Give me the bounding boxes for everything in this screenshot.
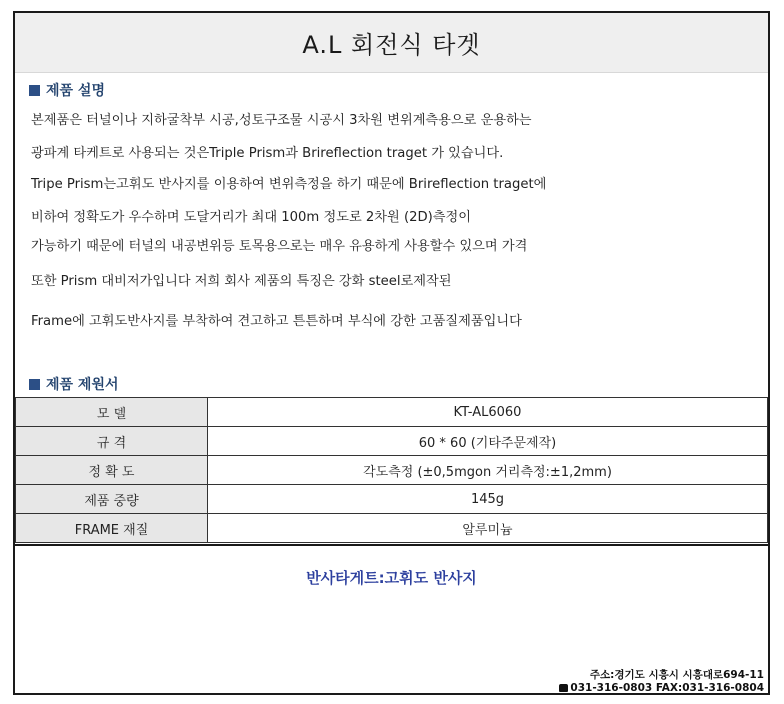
description-line: Frame에 고휘도반사지를 부착하여 견고하고 튼튼하며 부식에 강한 고품질제품입니다 <box>31 314 522 329</box>
specs-heading-text: 제품 제원서 <box>46 377 119 393</box>
table-row <box>16 485 768 514</box>
square-bullet-icon <box>29 85 40 96</box>
spec-label: 모 델 <box>16 398 208 427</box>
footer-address: 주소:경기도 시흥시 시흥대로694-11 <box>589 669 764 681</box>
phone-icon <box>559 684 568 692</box>
specs-heading <box>29 374 119 394</box>
spec-label: 규 격 <box>16 427 208 456</box>
section-divider <box>15 544 768 546</box>
document-frame <box>13 11 770 695</box>
table-row <box>16 427 768 456</box>
spec-value: 알루미늄 <box>208 514 768 543</box>
spec-value: 각도측정 (±0,5mgon 거리측정:±1,2mm) <box>208 456 768 485</box>
title-bar <box>15 13 768 73</box>
description-line: 가능하기 때문에 터널의 내공변위등 토목용으로는 매우 유용하게 사용할수 있으며 가격 <box>31 239 528 254</box>
spec-label: 제품 중량 <box>16 485 208 514</box>
description-heading <box>29 80 105 100</box>
spec-label: 정 확 도 <box>16 456 208 485</box>
description-heading-text: 제품 설명 <box>46 83 105 99</box>
footer-contact <box>559 682 764 694</box>
description-line: 또한 Prism 대비저가입니다 저희 회사 제품의 특징은 강화 steel로제작된 <box>31 274 452 289</box>
highlight-text: 반사타게트:고휘도 반사지 <box>306 569 477 587</box>
description-line: 본제품은 터널이나 지하굴착부 시공,성토구조물 시공시 3차원 변위계측용으로 운용하는 <box>31 113 532 128</box>
table-row <box>16 398 768 427</box>
description-line: 비하여 정확도가 우수하며 도달거리가 최대 100m 정도로 2차원 (2D)측정이 <box>31 210 471 225</box>
spec-value: 145g <box>208 485 768 514</box>
table-row <box>16 456 768 485</box>
spec-value: KT-AL6060 <box>208 398 768 427</box>
square-bullet-icon <box>29 379 40 390</box>
description-line: Tripe Prism는고휘도 반사지를 이용하여 변위측정을 하기 때문에 Brireflection traget에 <box>31 177 547 192</box>
page-title: A.L 회전식 타겟 <box>302 31 481 59</box>
table-row <box>16 514 768 543</box>
spec-table <box>15 397 768 543</box>
spec-value: 60 * 60 (기타주문제작) <box>208 427 768 456</box>
footer-contact-text: 031-316-0803 FAX:031-316-0804 <box>570 682 764 694</box>
spec-label: FRAME 재질 <box>16 514 208 543</box>
description-line: 광파계 타케트로 사용되는 것은Triple Prism과 Brireflection traget 가 있습니다. <box>31 146 504 161</box>
